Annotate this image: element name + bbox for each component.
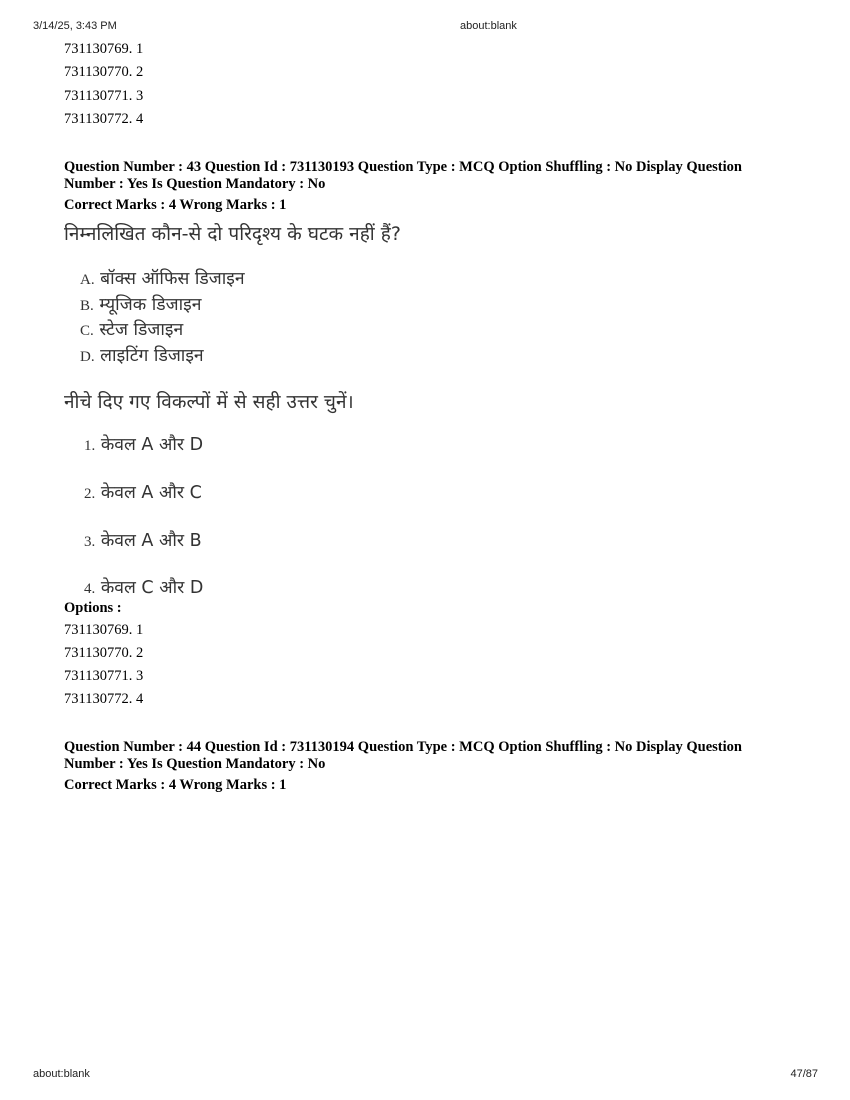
q44-meta-line2: Number : Yes Is Question Mandatory : No: [64, 756, 326, 772]
q43-choice-1: [84, 432, 203, 456]
q43-meta-line1: Question Number : 43 Question Id : 731130193 Question Type : MCQ Option Shuffling : No Display Question: [64, 159, 742, 175]
q43-statement-d: [80, 343, 204, 367]
q43-option-1: 731130769. 1: [64, 622, 144, 638]
choice-text: केवल C और D: [100, 578, 204, 598]
q43-choice-3: [84, 528, 202, 552]
q43-statement-a: [80, 266, 245, 290]
print-page-number: 47/87: [790, 1068, 818, 1080]
choice-number: 1.: [84, 438, 96, 454]
q43-options-label: Options :: [64, 600, 122, 616]
statement-text: म्यूजिक डिजाइन: [99, 295, 202, 315]
q43-marks: Correct Marks : 4 Wrong Marks : 1: [64, 197, 287, 213]
q43-option-2: 731130770. 2: [64, 645, 144, 661]
print-title: about:blank: [460, 20, 517, 32]
statement-label: A.: [80, 272, 95, 288]
prev-option-2: 731130770. 2: [64, 64, 144, 80]
q43-option-3: 731130771. 3: [64, 668, 144, 684]
statement-label: C.: [80, 323, 94, 339]
choice-number: 2.: [84, 486, 96, 502]
choice-text: केवल A और C: [100, 483, 202, 503]
q43-meta-line2: Number : Yes Is Question Mandatory : No: [64, 176, 326, 192]
statement-text: स्टेज डिजाइन: [99, 320, 184, 340]
statement-label: B.: [80, 298, 94, 314]
q43-option-4: 731130772. 4: [64, 691, 144, 707]
q44-meta-line1: Question Number : 44 Question Id : 731130194 Question Type : MCQ Option Shuffling : No Display Question: [64, 739, 742, 755]
q43-choice-4: [84, 575, 203, 599]
prev-option-3: 731130771. 3: [64, 88, 144, 104]
q43-statement-c: [80, 317, 183, 341]
statement-text: लाइटिंग डिजाइन: [100, 346, 204, 366]
choice-text: केवल A और D: [100, 435, 204, 455]
statement-label: D.: [80, 349, 95, 365]
q43-choice-2: [84, 480, 202, 504]
choice-number: 4.: [84, 581, 96, 597]
print-datetime: 3/14/25, 3:43 PM: [33, 20, 117, 32]
q43-instruction: नीचे दिए गए विकल्पों में से सही उत्तर चुनें।: [64, 391, 354, 413]
prev-option-1: 731130769. 1: [64, 41, 144, 57]
choice-number: 3.: [84, 534, 96, 550]
q43-question-text: निम्नलिखित कौन-से दो परिदृश्य के घटक नहीं हैं?: [64, 223, 401, 245]
statement-text: बॉक्स ऑफिस डिजाइन: [100, 269, 245, 289]
q44-marks: Correct Marks : 4 Wrong Marks : 1: [64, 777, 287, 793]
q43-statement-b: [80, 292, 201, 316]
choice-text: केवल A और B: [100, 531, 202, 551]
print-footer-url: about:blank: [33, 1068, 90, 1080]
prev-option-4: 731130772. 4: [64, 111, 144, 127]
